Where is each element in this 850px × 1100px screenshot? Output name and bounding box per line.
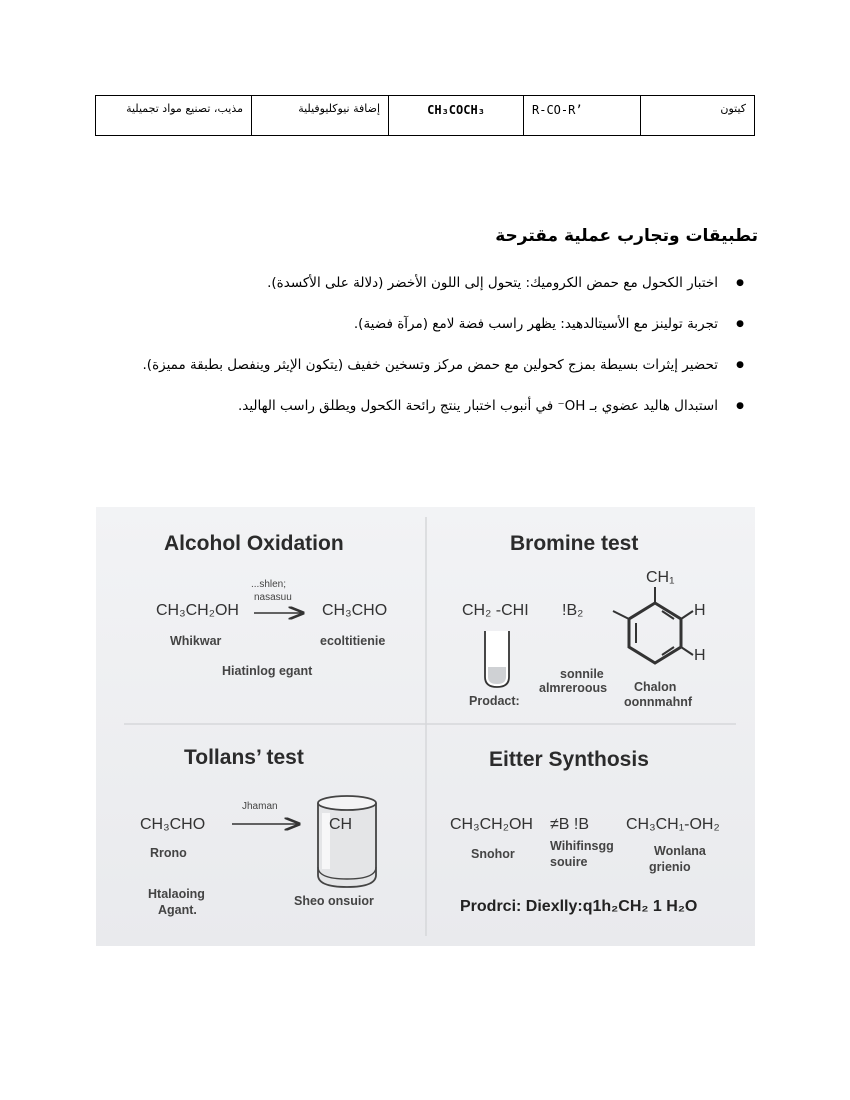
- product-label: Wonlana: [654, 844, 706, 858]
- table-cell-example: CH₃COCH₃: [389, 96, 524, 136]
- arrow-label: ...shlen;: [251, 579, 287, 590]
- product-label: oonnmahnf: [624, 695, 693, 709]
- reagent-formula: !B₂: [562, 602, 584, 619]
- section-heading: تطبيقات وتجارب عملية مقترحة: [495, 226, 758, 246]
- list-item: ● اختبار الكحول مع حمض الكروميك: يتحول إلى اللون الأخضر (دلالة على الأكسدة).: [110, 268, 750, 309]
- compound-table-grid: [95, 95, 755, 136]
- reactant-label: Whikwar: [170, 634, 222, 648]
- compound-table: [95, 95, 755, 136]
- list-item: ● استبدال هاليد عضوي بـ OH⁻ في أنبوب اختبار ينتج رائحة الكحول ويطلق راسب الهاليد.: [110, 391, 750, 432]
- beaker-icon: [318, 796, 376, 887]
- product-label: grienio: [649, 860, 691, 874]
- structure-label: H: [694, 602, 706, 619]
- product-equation: Prodrci: Diexlly:q1h₂CH₂ 1 H₂O: [460, 898, 698, 915]
- product-formula: CH₃CHO: [322, 602, 388, 619]
- table-cell-uses: مذيب، تصنيع مواد تجميلية: [96, 96, 252, 136]
- list-item: ● تحضير إيثرات بسيطة بمزج كحولين مع حمض مركز وتسخين خفيف (يتكون الإيثر وينفصل بطبقة مميزة).: [110, 350, 750, 391]
- reactant-formula: CH₃CHO: [140, 816, 206, 833]
- product-label: ecoltitienie: [320, 634, 386, 648]
- tube-label: Sheo onsuior: [294, 894, 374, 908]
- panel-tollens-test: [140, 746, 376, 917]
- panel-ether-synthesis: [450, 748, 720, 915]
- structure-label: H: [694, 647, 706, 664]
- reactant-formula: CH₃CH₂OH: [450, 816, 533, 833]
- ring-structure-icon: [613, 587, 693, 663]
- list-item: ● تجربة تولينز مع الأسيتالدهيد: يظهر راسب فضة لامع (مرآة فضية).: [110, 309, 750, 350]
- panel-bromine-test: [462, 532, 706, 709]
- reagent-label: almreroous: [539, 681, 608, 695]
- agent-label: Agant.: [158, 903, 197, 917]
- reactant-label: Rrono: [150, 846, 187, 860]
- panel-title: Eitter Synthosis: [489, 748, 649, 771]
- panel-title: Alcohol Oxidation: [164, 532, 344, 555]
- product-formula: CH₃CH₁-OH₂: [626, 816, 720, 833]
- panel-title: Tollans’ test: [184, 746, 304, 769]
- table-cell-class: كيتون: [641, 96, 755, 136]
- reagent-label: souire: [550, 855, 588, 869]
- test-tube-icon: [485, 631, 509, 687]
- reactions-figure-svg: [96, 507, 755, 946]
- reactant-formula: CH₂ -CHI: [462, 602, 529, 619]
- product-label: Chalon: [634, 680, 677, 694]
- agent-label: Htalaoing: [148, 887, 205, 901]
- arrow-label: nasasuu: [254, 592, 292, 603]
- structure-label: CH₁: [646, 569, 675, 586]
- reagent-label: Wihifinsgg: [550, 839, 614, 853]
- table-row: [96, 96, 755, 136]
- reactant-label: Snohor: [471, 847, 515, 861]
- table-cell-reaction: إضافة نيوكليوفيلية: [252, 96, 389, 136]
- arrow-label: Jhaman: [242, 801, 278, 812]
- reagent-label: sonnile: [560, 667, 604, 681]
- panel-alcohol-oxidation: [156, 532, 387, 678]
- experiments-list: [110, 268, 750, 432]
- reactions-figure: [96, 507, 755, 946]
- product-caption: Prodact:: [469, 694, 520, 708]
- panel-title: Bromine test: [510, 532, 639, 555]
- table-cell-general-formula: R-CO-R’: [524, 96, 641, 136]
- reagent-formula: ≠B !B: [550, 816, 590, 833]
- agent-label: Hiatinlog egant: [222, 664, 313, 678]
- tube-text: CH: [329, 816, 353, 833]
- reactant-formula: CH₃CH₂OH: [156, 602, 239, 619]
